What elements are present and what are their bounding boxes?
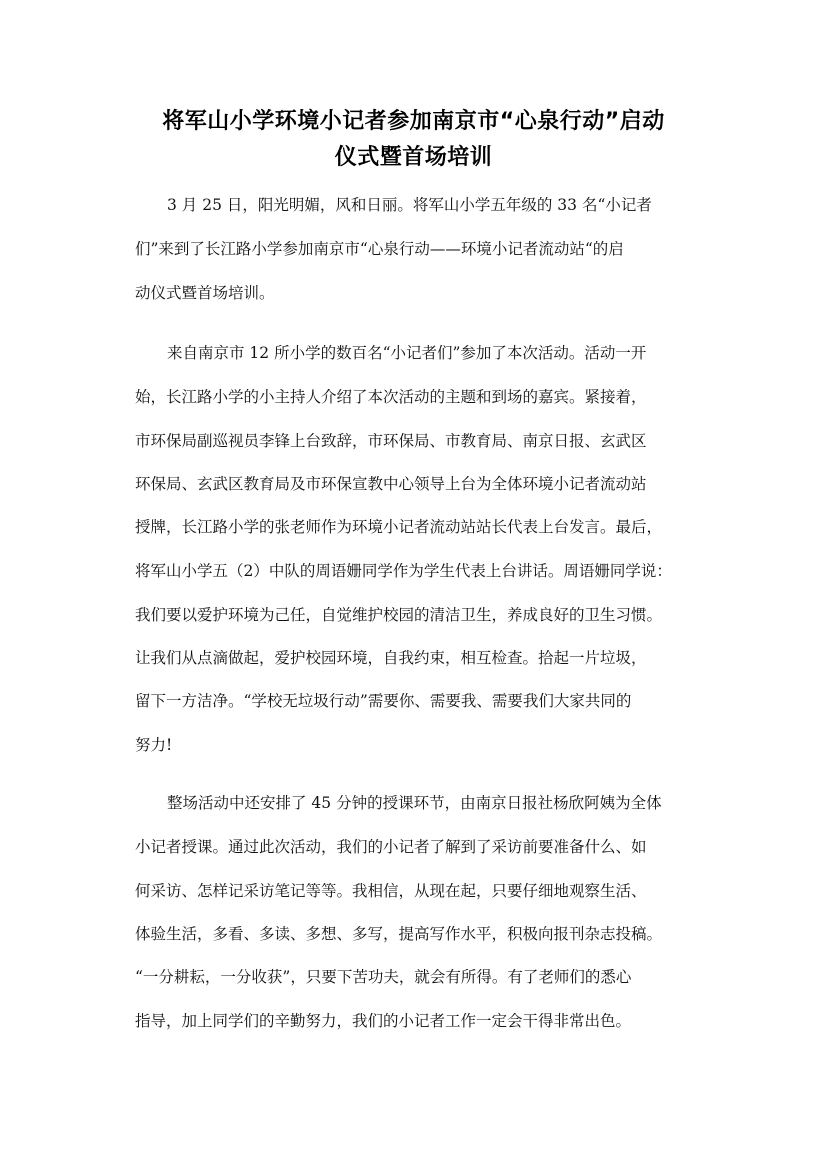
paragraph-3-line-6: 指导，加上同学们的辛勤努力，我们的小记者工作一定会干得非常出色。 <box>135 1012 632 1030</box>
paragraph-3-line-2: 小记者授课。通过此次活动，我们的小记者了解到了采访前要准备什么、如 <box>135 838 647 856</box>
paragraph-2-line-7: 我们要以爱护环境为己任，自觉维护校园的清洁卫生，养成良好的卫生习惯。 <box>135 606 663 624</box>
paragraph-1-line-1: 3 月 25 日，阳光明媚，风和日丽。将军山小学五年级的 33 名“小记者 <box>167 196 652 214</box>
paragraph-1-line-2: 们”来到了长江路小学参加南京市“心泉行动——环境小记者流动站“的启 <box>135 240 624 258</box>
paragraph-2-line-6: 将军山小学五（2）中队的周语姗同学作为学生代表上台讲话。周语姗同学说： <box>135 562 672 580</box>
paragraph-3-line-5: “一分耕耘，一分收获”，只要下苦功夫，就会有所得。有了老师们的悉心 <box>135 968 632 986</box>
paragraph-2-line-9: 留下一方洁净。“学校无垃圾行动”需要你、需要我、需要我们大家共同的 <box>135 692 632 710</box>
paragraph-2-line-8: 让我们从点滴做起，爱护校园环境，自我约束，相互检查。拾起一片垃圾， <box>135 649 647 667</box>
paragraph-2-line-1: 来自南京市 12 所小学的数百名“小记者们”参加了本次活动。活动一开 <box>167 344 647 362</box>
paragraph-3-line-1: 整场活动中还安排了 45 分钟的授课环节，由南京日报社杨欣阿姨为全体 <box>167 794 662 812</box>
paragraph-3-line-3: 何采访、怎样记采访笔记等等。我相信，从现在起，只要仔细地观察生活、 <box>135 882 647 900</box>
document-title-line-2: 仪式暨首场培训 <box>334 145 493 170</box>
paragraph-2-line-3: 市环保局副巡视员李锋上台致辞，市环保局、市教育局、南京日报、玄武区 <box>135 432 647 450</box>
paragraph-2-line-10: 努力! <box>135 736 173 754</box>
paragraph-2-line-5: 授牌，长江路小学的张老师作为环境小记者流动站站长代表上台发言。最后， <box>135 518 663 536</box>
paragraph-2-line-2: 始，长江路小学的小主持人介绍了本次活动的主题和到场的嘉宾。紧接着， <box>135 388 647 406</box>
document-title-line-1: 将军山小学环境小记者参加南京市“心泉行动”启动 <box>162 109 665 134</box>
paragraph-1-line-3: 动仪式暨首场培训。 <box>135 284 275 302</box>
paragraph-3-line-4: 体验生活，多看、多读、多想、多写，提高写作水平，积极向报刊杂志投稿。 <box>135 925 663 943</box>
paragraph-2-line-4: 环保局、玄武区教育局及市环保宣教中心领导上台为全体环境小记者流动站 <box>135 475 647 493</box>
